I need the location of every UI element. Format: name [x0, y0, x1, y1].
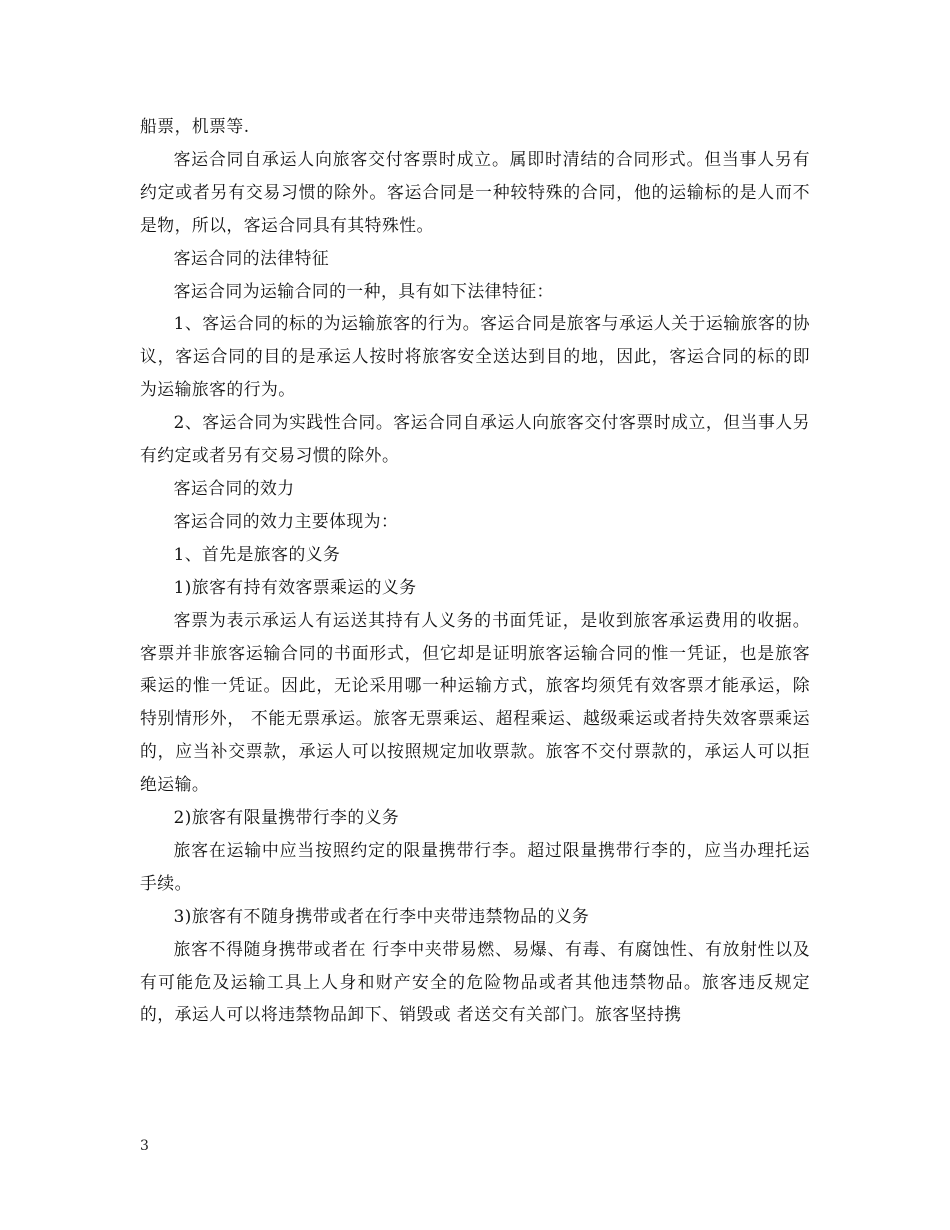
sub-item-heading: 3)旅客有不随身携带或者在行李中夹带违禁物品的义务	[173, 905, 590, 926]
list-item: 1、客运合同的标的为运输旅客的行为。客运合同是旅客与承运人关于运输旅客的协议，客运合同的目的是承运人按时将旅客安全送达到目的地，因此，客运合同的标的即为运输旅客的行为。	[140, 313, 810, 400]
paragraph: 客运合同自承运人向旅客交付客票时成立。属即时清结的合同形式。但当事人另有约定或者另有交易习惯的除外。客运合同是一种较特殊的合同，他的运输标的是人而不是物，所以，客运合同具有其特殊性。	[140, 148, 810, 235]
page-number: 3	[140, 1138, 149, 1154]
paragraph: 旅客不得随身携带或者在 行李中夹带易燃、易爆、有毒、有腐蚀性、有放射性以及有可能危及运输工具上人身和财产安全的危险物品或者其他违禁物品。旅客违反规定的，承运人可以将违禁物品卸下、销毁或 者送交有关部门。旅客坚持携	[140, 938, 810, 1025]
paragraph: 客运合同为运输合同的一种，具有如下法律特征：	[173, 280, 554, 301]
list-item: 1、首先是旅客的义务	[173, 543, 341, 564]
paragraph: 旅客在运输中应当按照约定的限量携带行李。超过限量携带行李的，应当办理托运手续。	[140, 839, 810, 893]
section-heading: 客运合同的效力	[173, 477, 295, 498]
sub-item-heading: 2)旅客有限量携带行李的义务	[173, 807, 400, 828]
document-body	[140, 110, 810, 1031]
paragraph: 客票为表示承运人有运送其持有人义务的书面凭证，是收到旅客承运费用的收据。客票并非旅客运输合同的书面形式，但它却是证明旅客运输合同的惟一凭证，也是旅客乘运的惟一凭证。因此，无论采用哪一种运输方式，旅客均须凭有效客票才能承运，除特别情形外， 不能无票承运。旅客无票乘运、超程乘运、越级乘运或者持失效客票乘运的，应当补交票款，承运人可以按照规定加收票款。旅客不交付票款的，承运人可以拒绝运输。	[140, 609, 810, 795]
paragraph: 船票，机票等.	[140, 116, 250, 136]
sub-item-heading: 1)旅客有持有效客票乘运的义务	[173, 576, 417, 597]
list-item: 2、客运合同为实践性合同。客运合同自承运人向旅客交付客票时成立，但当事人另有约定或者另有交易习惯的除外。	[140, 412, 810, 466]
section-heading: 客运合同的法律特征	[173, 247, 330, 268]
paragraph: 客运合同的效力主要体现为：	[173, 510, 399, 531]
